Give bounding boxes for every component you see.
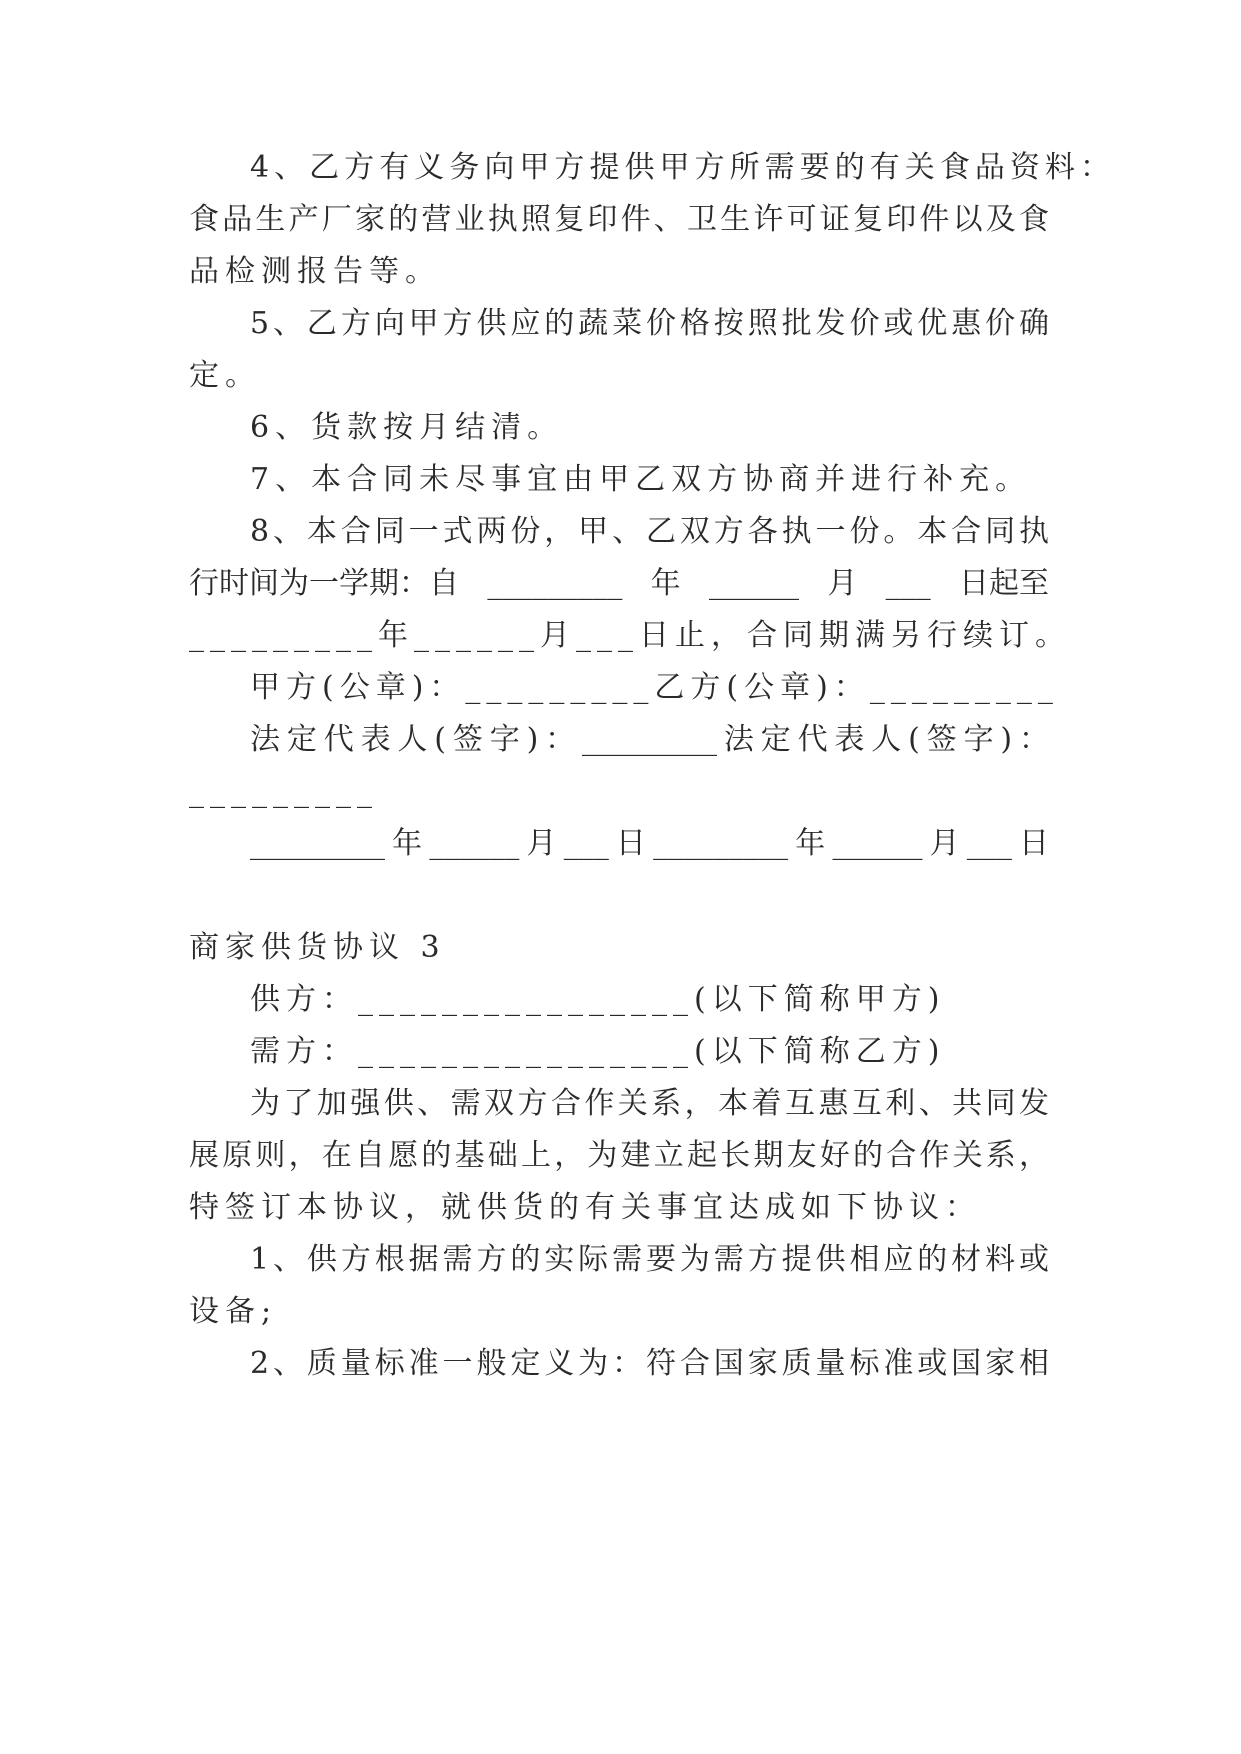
term-blank: ______ xyxy=(708,566,799,601)
paragraph-line: 定。 xyxy=(189,358,261,393)
paragraph-line: 食品生产厂家的营业执照复印件、卫生许可证复印件以及食 xyxy=(189,202,1049,237)
paragraph-line: 6、货款按月结清。 xyxy=(250,410,564,445)
section-title: 商家供货协议 3 xyxy=(189,930,446,965)
paragraph-line: 为了加强供、需双方合作关系，本着互惠互利、共同发 xyxy=(250,1086,1049,1121)
term-suffix: 日起至 xyxy=(958,566,1049,601)
term-blank: ___ xyxy=(885,566,931,601)
term-line xyxy=(189,564,1049,604)
paragraph-line: _________年______月___日止，合同期满另行续订。 xyxy=(189,618,1071,653)
paragraph-line: 品检测报告等。 xyxy=(189,254,441,289)
paragraph-line: 2、质量标准一般定义为：符合国家质量标准或国家相 xyxy=(250,1346,1049,1381)
signature-line: 法定代表人(签字)：_________法定代表人(签字)： xyxy=(250,722,1049,757)
paragraph-line: 7、本合同未尽事宜由甲乙双方协商并进行补充。 xyxy=(250,462,1032,497)
paragraph-line: 5、乙方向甲方供应的蔬菜价格按照批发价或优惠价确 xyxy=(250,306,1049,341)
signature-line: 甲方(公章)：_________乙方(公章)：_________ xyxy=(250,670,1059,705)
paragraph-line: 展原则，在自愿的基础上，为建立起长期友好的合作关系， xyxy=(189,1138,1049,1173)
buyer-line: 需方：________________(以下简称乙方) xyxy=(250,1034,946,1069)
date-line: _________年______月___日_________年______月___日 xyxy=(250,826,1049,861)
paragraph-line: 1、供方根据需方的实际需要为需方提供相应的材料或 xyxy=(250,1242,1049,1277)
paragraph-line: 特签订本协议，就供货的有关事宜达成如下协议： xyxy=(189,1190,981,1225)
signature-line: _________ xyxy=(189,774,378,809)
paragraph-line: 设备; xyxy=(189,1294,278,1329)
paragraph-line: 4、乙方有义务向甲方提供甲方所需要的有关食品资料： xyxy=(250,150,1110,185)
term-text: 年 xyxy=(650,566,681,601)
paragraph-line: 8、本合同一式两份，甲、乙双方各执一份。本合同执 xyxy=(250,514,1049,549)
term-blank: _________ xyxy=(487,566,623,601)
term-text: 月 xyxy=(827,566,858,601)
supplier-line: 供方：________________(以下简称甲方) xyxy=(250,982,946,1017)
term-prefix: 行时间为一学期：自 xyxy=(189,566,459,601)
